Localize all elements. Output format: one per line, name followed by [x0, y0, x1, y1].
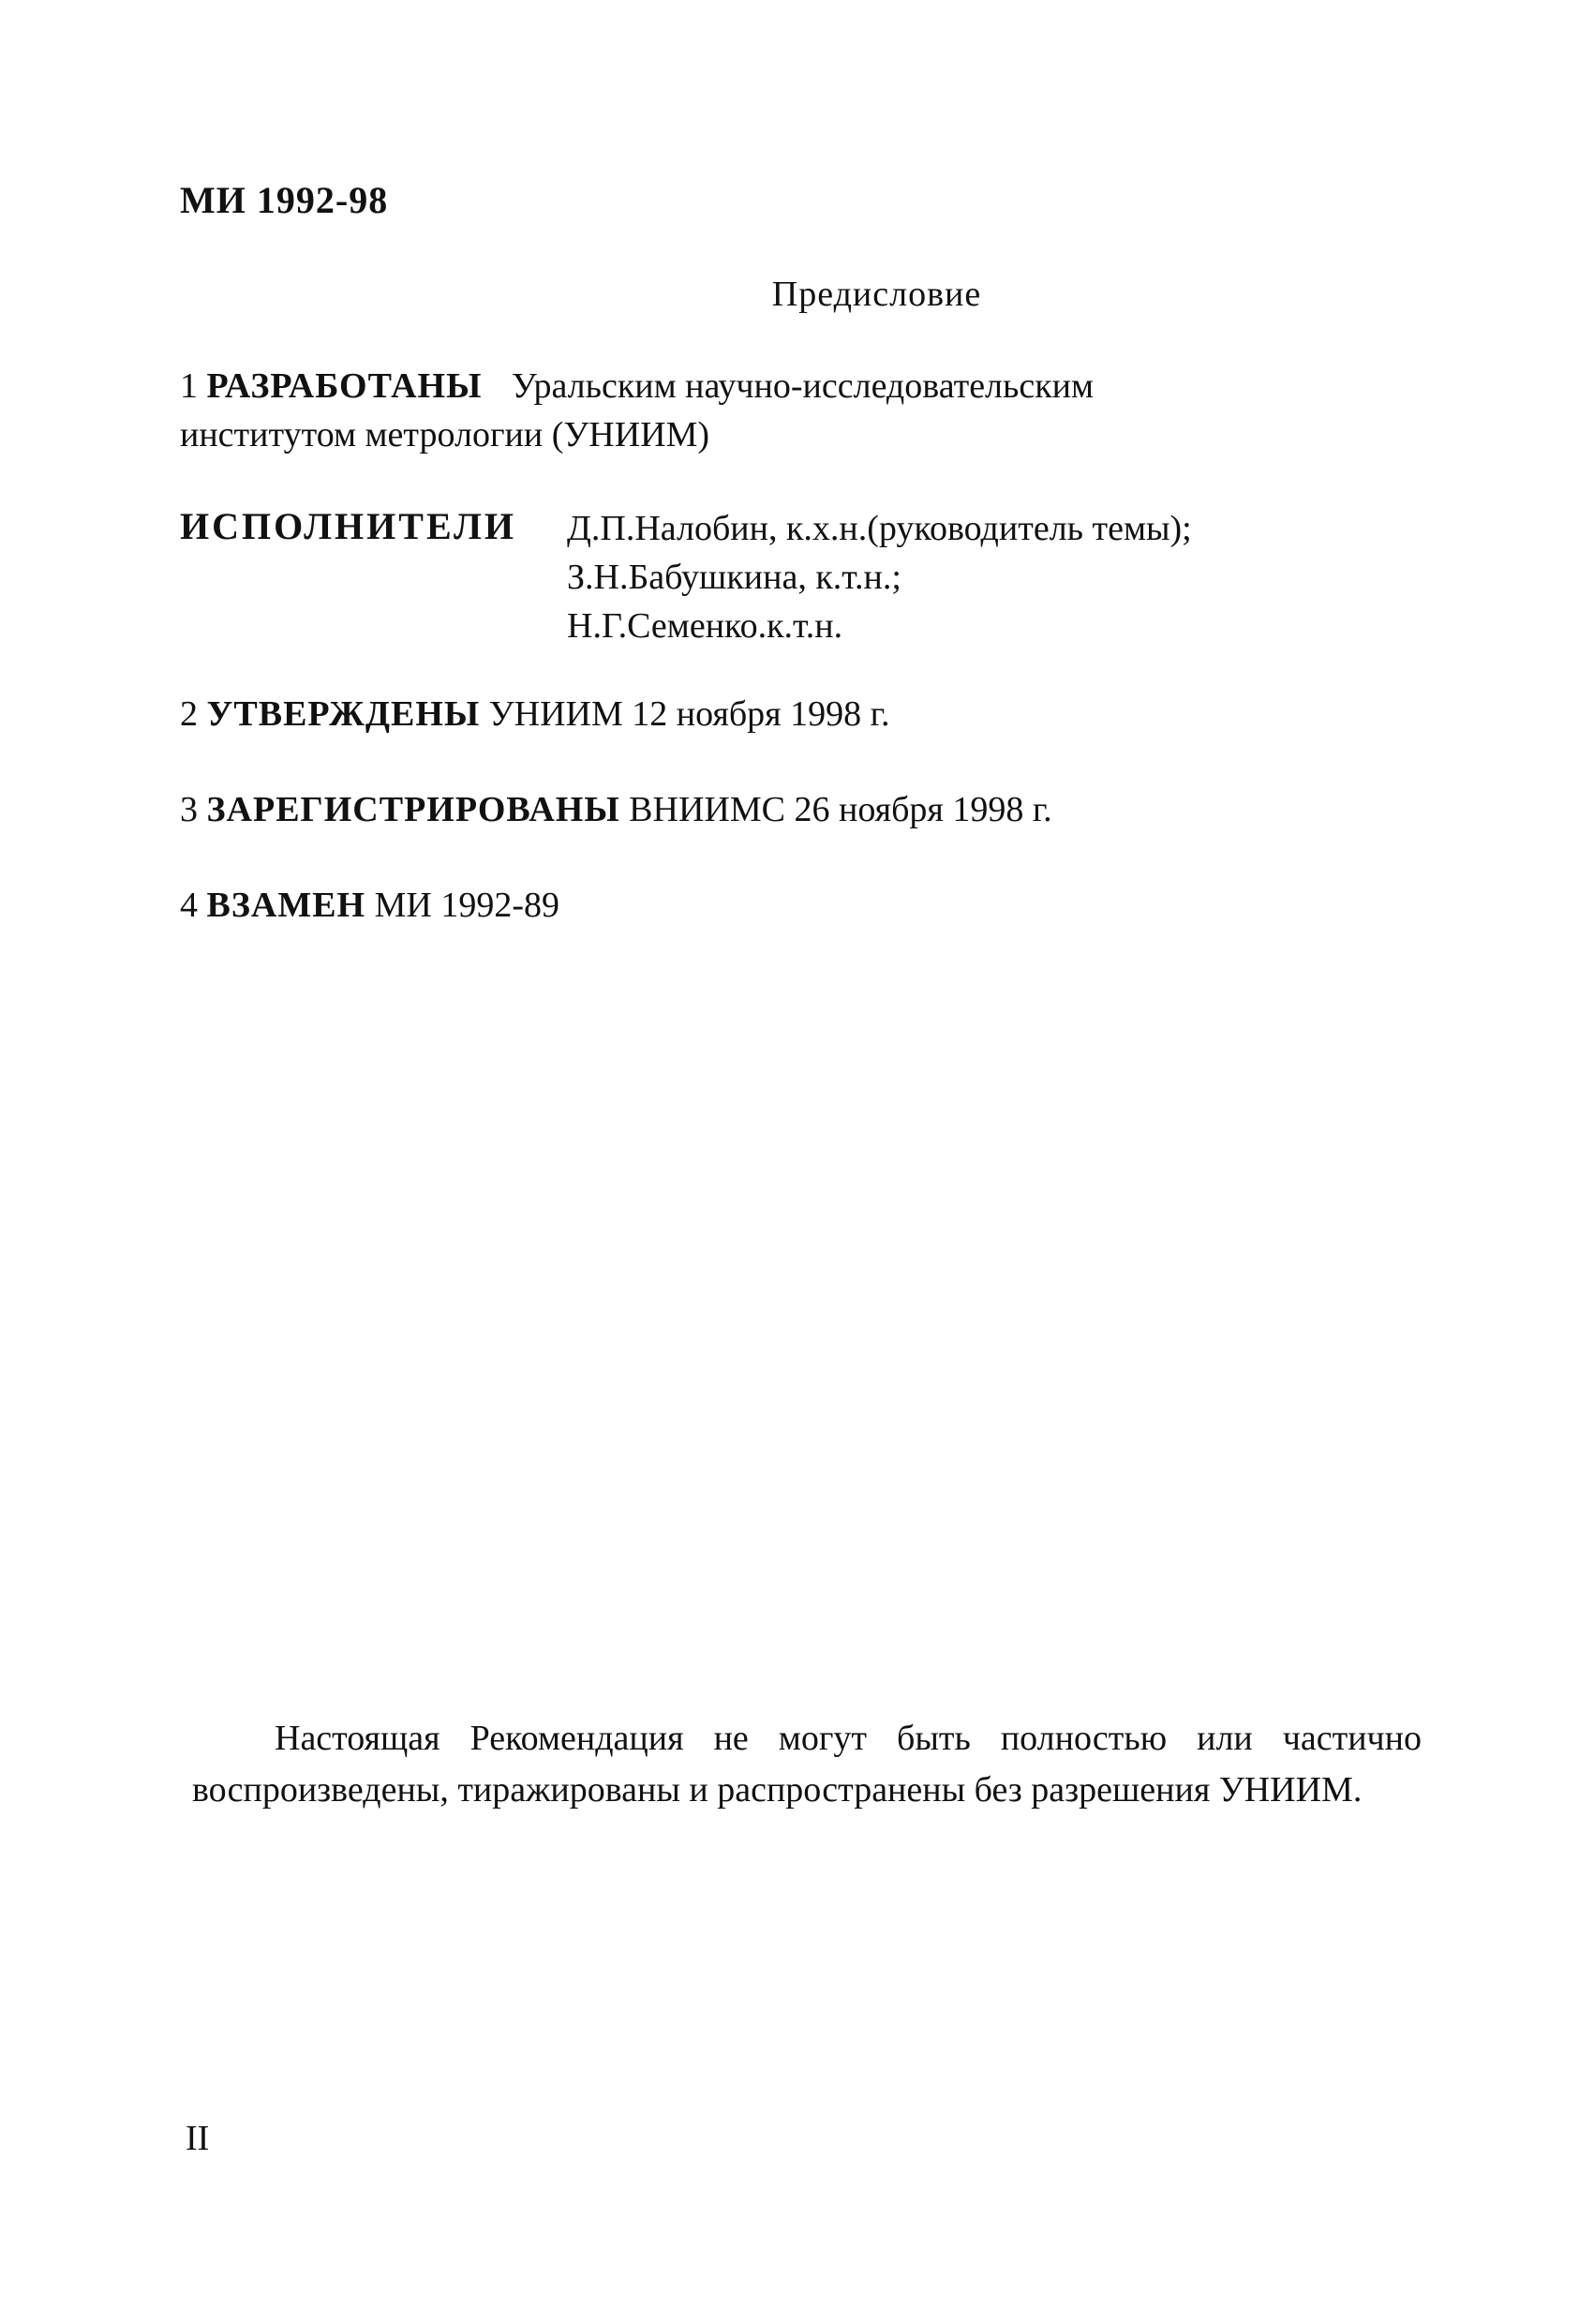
item-4-label: ВЗАМЕН — [206, 886, 366, 925]
item-3-text: ВНИИМС 26 ноября 1998 г. — [629, 790, 1052, 829]
item-2-label: УТВЕРЖДЕНЫ — [206, 694, 481, 734]
item-1-text: Уральским научно-исследовательским — [511, 366, 1095, 406]
item-3-number: 3 — [180, 790, 198, 829]
page-number: II — [186, 2119, 210, 2158]
performer-entry: З.Н.Бабушкина, к.т.н.; — [567, 558, 901, 597]
performers-label: ИСПОЛНИТЕЛИ — [180, 505, 517, 547]
item-3-line — [180, 789, 1052, 830]
item-2-text: УНИИМ 12 ноября 1998 г. — [488, 694, 890, 734]
performer-entry: Д.П.Налобин, к.х.н.(руководитель темы); — [567, 509, 1192, 548]
performers-list — [567, 504, 1192, 650]
item-1-continuation: институтом метрологии (УНИИМ) — [180, 415, 710, 454]
item-1-number: 1 — [180, 366, 198, 406]
copyright-note: Настоящая Рекомендация не могут быть полностью или частично воспроизведены, тиражированы и распространены без разрешения УНИИМ. — [192, 1719, 1422, 1810]
item-2-number: 2 — [180, 694, 198, 734]
item-2-line — [180, 693, 889, 735]
item-4-number: 4 — [180, 886, 198, 925]
performer-entry: Н.Г.Семенко.к.т.н. — [567, 606, 843, 646]
item-3-label: ЗАРЕГИСТРИРОВАНЫ — [206, 790, 620, 829]
item-1-label: РАЗРАБОТАНЫ — [206, 366, 483, 406]
section-title: Предисловие — [771, 275, 982, 314]
document-code: МИ 1992-98 — [180, 179, 389, 221]
item-4-line — [180, 885, 559, 926]
item-4-text: МИ 1992-89 — [374, 886, 560, 925]
item-1-line — [180, 365, 1094, 407]
